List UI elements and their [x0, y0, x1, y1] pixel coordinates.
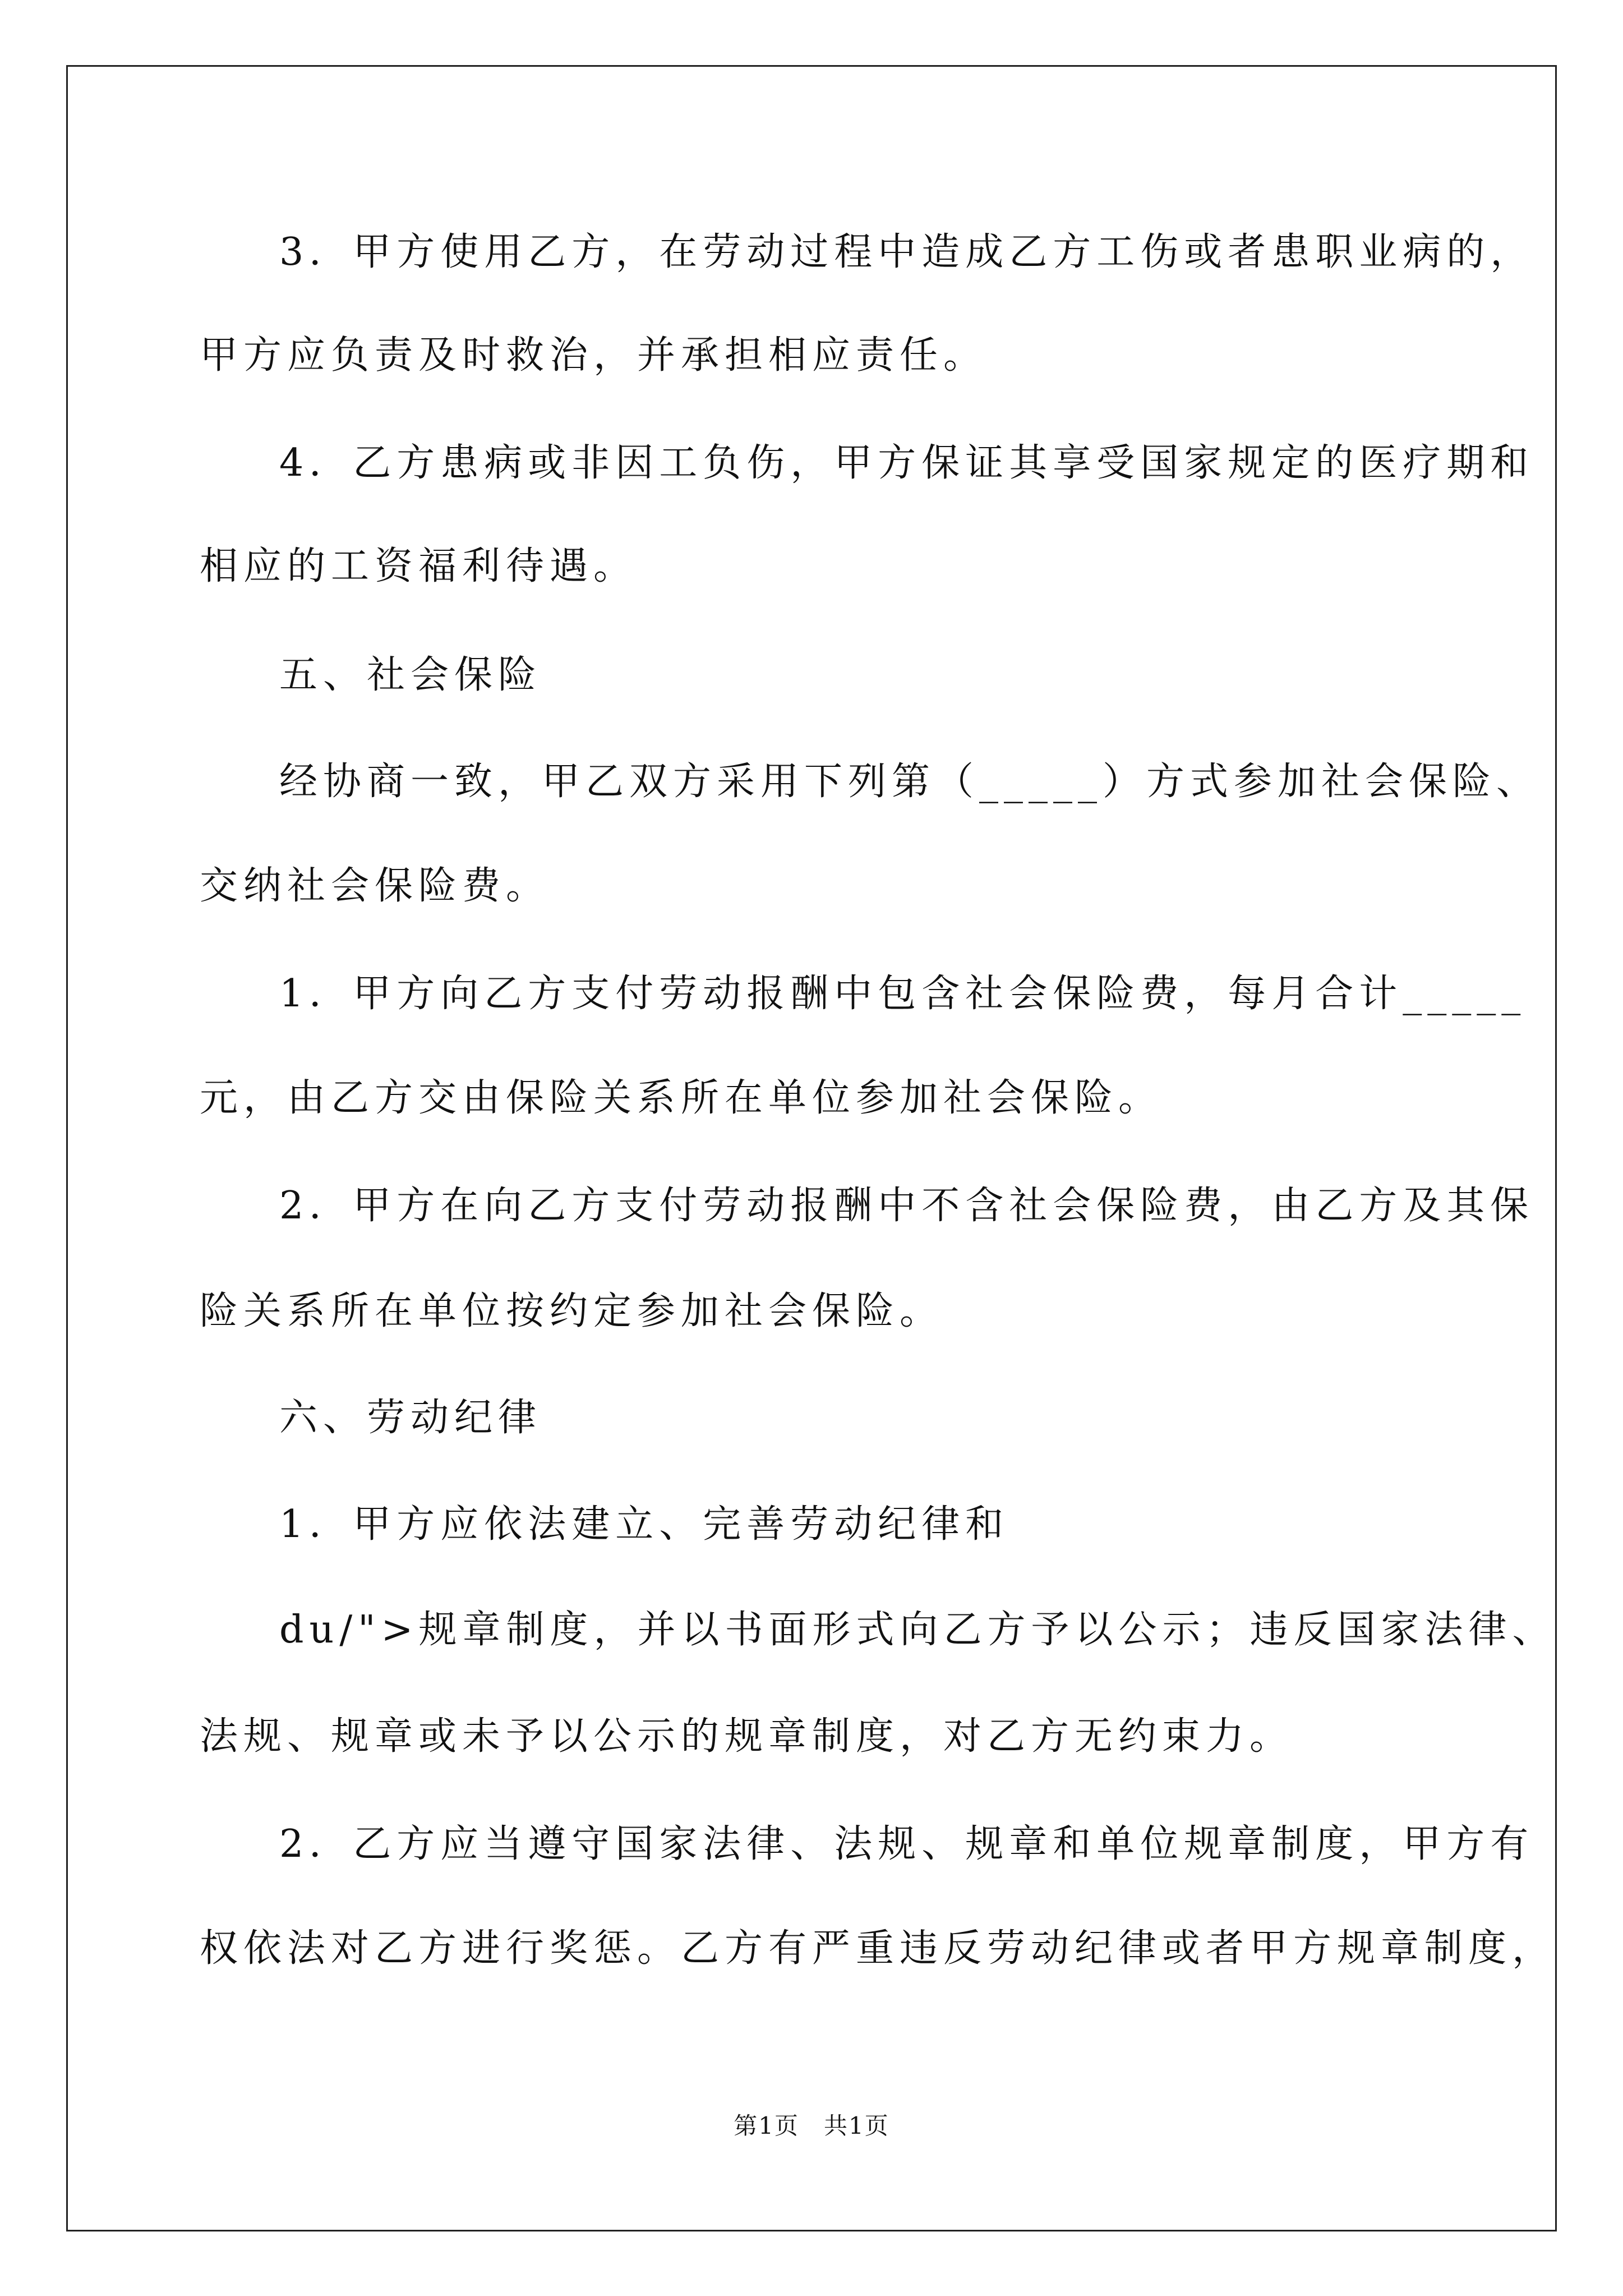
- paragraph-line: 元，由乙方交由保险关系所在单位参加社会保险。: [200, 1076, 1163, 1120]
- paragraph-line: 权依法对乙方进行奖惩。乙方有严重违反劳动纪律或者甲方规章制度，: [200, 1926, 1556, 1971]
- paragraph-line: 2．甲方在向乙方支付劳动报酬中不含社会保险费，由乙方及其保: [279, 1184, 1534, 1228]
- paragraph-line: 险关系所在单位按约定参加社会保险。: [200, 1289, 944, 1333]
- page-border: [66, 65, 1557, 2231]
- paragraph-line: 2．乙方应当遵守国家法律、法规、规章和单位规章制度，甲方有: [279, 1822, 1534, 1866]
- paragraph-line: 相应的工资福利待遇。: [200, 544, 638, 588]
- section-heading: 六、劳动纪律: [279, 1396, 542, 1440]
- paragraph-line: 法规、规章或未予以公示的规章制度，对乙方无约束力。: [200, 1714, 1294, 1759]
- paragraph-line: 1．甲方向乙方支付劳动报酬中包含社会保险费，每月合计_____: [279, 972, 1527, 1016]
- paragraph-line: 经协商一致，甲乙双方采用下列第（_____）方式参加社会保险、: [279, 760, 1541, 804]
- section-heading: 五、社会保险: [279, 653, 542, 697]
- paragraph-line: 3．甲方使用乙方，在劳动过程中造成乙方工伤或者患职业病的，: [279, 230, 1534, 274]
- paragraph-line: 甲方应负责及时救治，并承担相应责任。: [200, 333, 988, 378]
- paragraph-line: 4．乙方患病或非因工负伤，甲方保证其享受国家规定的医疗期和: [279, 441, 1534, 485]
- paragraph-line: 1．甲方应依法建立、完善劳动纪律和: [279, 1502, 1009, 1547]
- page-number-footer: 第1页 共1页: [734, 2112, 889, 2139]
- paragraph-line: 交纳社会保险费。: [200, 864, 550, 908]
- paragraph-line: du/">规章制度，并以书面形式向乙方予以公示；违反国家法律、: [279, 1608, 1556, 1652]
